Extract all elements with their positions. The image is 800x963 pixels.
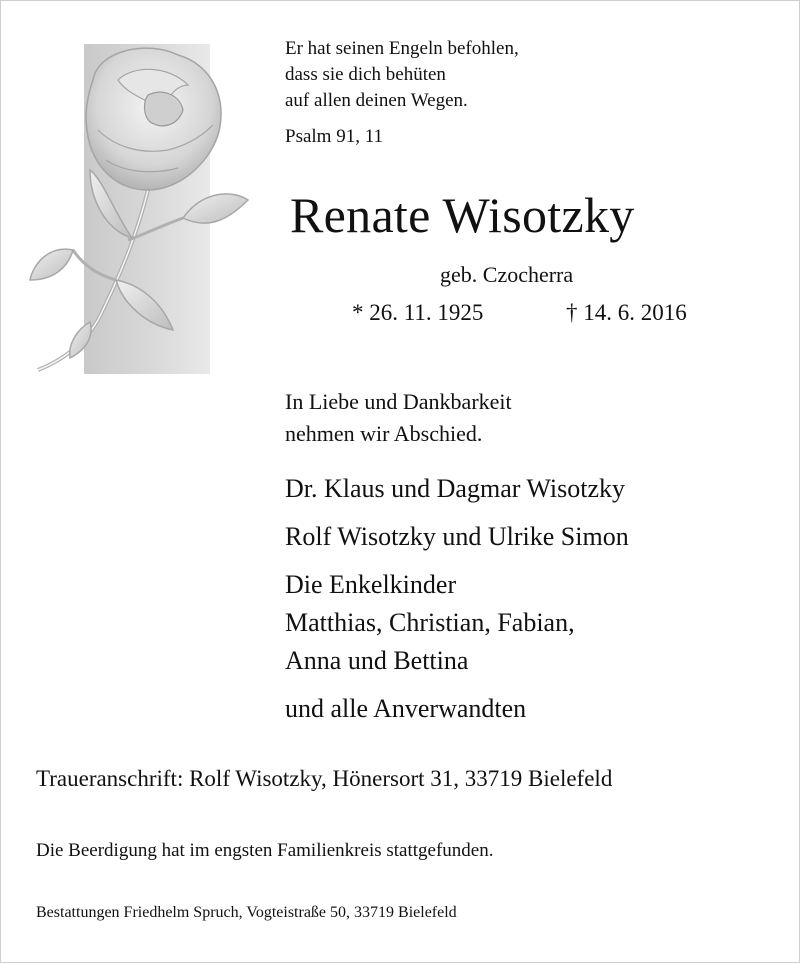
- maiden-name: geb. Czocherra: [440, 262, 574, 287]
- undertaker-info: Bestattungen Friedhelm Spruch, Vogteistraße 50, 33719 Bielefeld: [36, 904, 457, 921]
- mourner-line: und alle Anverwandten: [285, 694, 527, 723]
- burial-note: Die Beerdigung hat im engsten Familienkreis stattgefunden.: [36, 840, 494, 861]
- psalm-line: dass sie dich behüten: [285, 64, 446, 85]
- mourner-line: Rolf Wisotzky und Ulrike Simon: [285, 522, 629, 551]
- farewell-text: [285, 386, 512, 450]
- mourning-address: Traueranschrift: Rolf Wisotzky, Hönersort 31, 33719 Bielefeld: [36, 766, 613, 791]
- psalm-line: Er hat seinen Engeln befohlen,: [285, 38, 519, 59]
- rose-illustration: [28, 40, 278, 380]
- farewell-line: In Liebe und Dankbarkeit: [285, 389, 512, 414]
- mourner-line: Matthias, Christian, Fabian,: [285, 608, 575, 637]
- mourner-line: Anna und Bettina: [285, 646, 469, 675]
- death-date: † 14. 6. 2016: [566, 300, 687, 325]
- mourner-line: Dr. Klaus und Dagmar Wisotzky: [285, 474, 626, 503]
- psalm-verse: [285, 36, 519, 114]
- mourner-line: Die Enkelkinder: [285, 570, 457, 599]
- psalm-line: auf allen deinen Wegen.: [285, 90, 468, 111]
- farewell-line: nehmen wir Abschied.: [285, 421, 483, 446]
- birth-date: * 26. 11. 1925: [352, 300, 484, 325]
- deceased-name: Renate Wisotzky: [290, 187, 635, 243]
- psalm-reference: Psalm 91, 11: [285, 126, 383, 147]
